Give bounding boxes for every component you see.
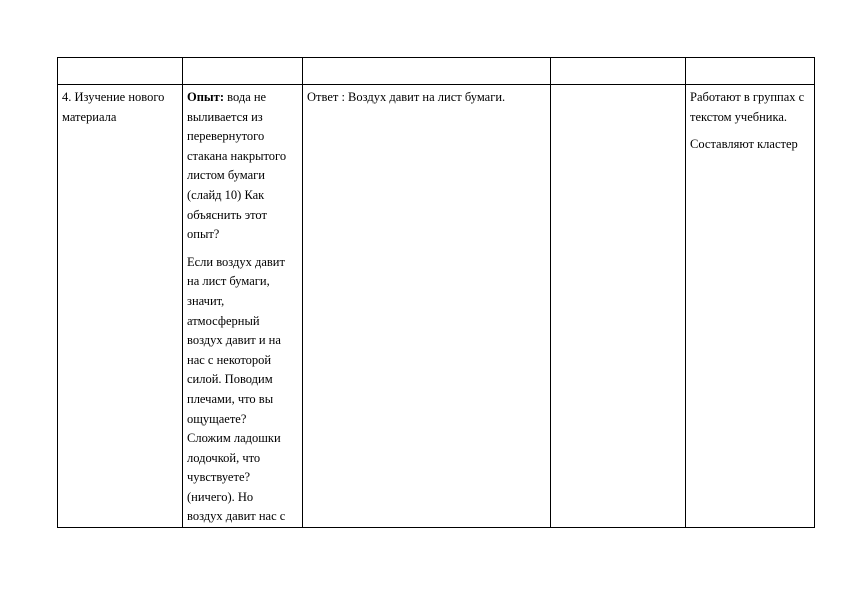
student-activity-text-2: Составляют кластер bbox=[690, 137, 798, 152]
experiment-description: вода не выливается из перевернутого стакана накрытого листом бумаги (слайд 10) Как объяснить этот опыт? bbox=[187, 90, 287, 242]
answer-text: Ответ : Воздух давит на лист бумаги. bbox=[307, 90, 506, 104]
lesson-plan-table bbox=[57, 57, 815, 528]
teacher-activity-cell bbox=[183, 85, 303, 528]
experiment-label: Опыт: bbox=[187, 90, 224, 104]
stage-cell bbox=[58, 85, 183, 528]
header-cell bbox=[303, 58, 551, 85]
stage-text: 4. Изучение нового материала bbox=[62, 90, 165, 124]
experiment-paragraph bbox=[187, 88, 287, 245]
answer-cell bbox=[303, 85, 551, 528]
empty-cell bbox=[551, 85, 686, 528]
table-row bbox=[58, 85, 815, 528]
explanation-paragraph: Если воздух давит на лист бумаги, значит, атмосферный воздух давит и на нас с некоторой силой. Поводим плечами, что вы ощущаете? Сложим ладошки лодочкой, что чувствуете? (ничего). Но воздух давит нас с bbox=[187, 254, 286, 524]
header-cell bbox=[58, 58, 183, 85]
student-activity-text: Работают в группах с текстом учебника. bbox=[690, 90, 805, 124]
student-activity-cell bbox=[686, 85, 815, 528]
table-header-row bbox=[58, 58, 815, 85]
header-cell bbox=[686, 58, 815, 85]
header-cell bbox=[551, 58, 686, 85]
header-cell bbox=[183, 58, 303, 85]
